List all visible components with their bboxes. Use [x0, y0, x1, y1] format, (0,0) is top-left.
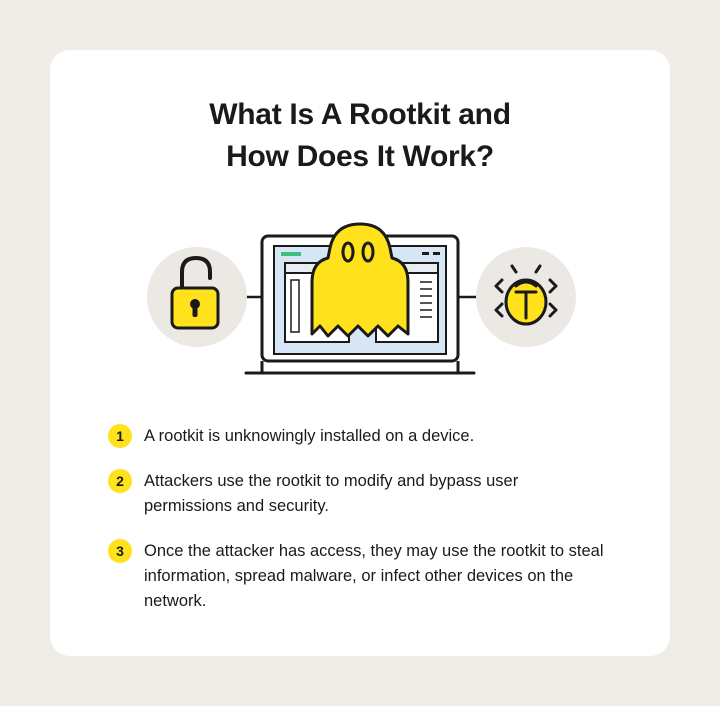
step-number-badge: 1	[108, 424, 132, 448]
step-text: Attackers use the rootkit to modify and bypass user permissions and security.	[144, 472, 519, 515]
step-text: Once the attacker has access, they may use the rootkit to steal information, spread malware, or infect other devices on the network.	[144, 542, 604, 610]
step-text: A rootkit is unknowingly installed on a device.	[144, 427, 475, 445]
rootkit-illustration	[50, 222, 670, 382]
title-line-2: How Does It Work?	[226, 140, 494, 173]
padlock-open-icon	[147, 247, 247, 347]
list-item	[108, 424, 628, 449]
title-line-1: What Is A Rootkit and	[209, 98, 511, 131]
steps-list	[108, 424, 628, 634]
step-number-badge: 2	[108, 469, 132, 493]
info-card	[50, 50, 670, 656]
page-title	[50, 94, 670, 178]
list-item	[108, 539, 628, 614]
step-number-badge: 3	[108, 539, 132, 563]
list-item	[108, 469, 628, 519]
bug-icon	[476, 247, 576, 347]
